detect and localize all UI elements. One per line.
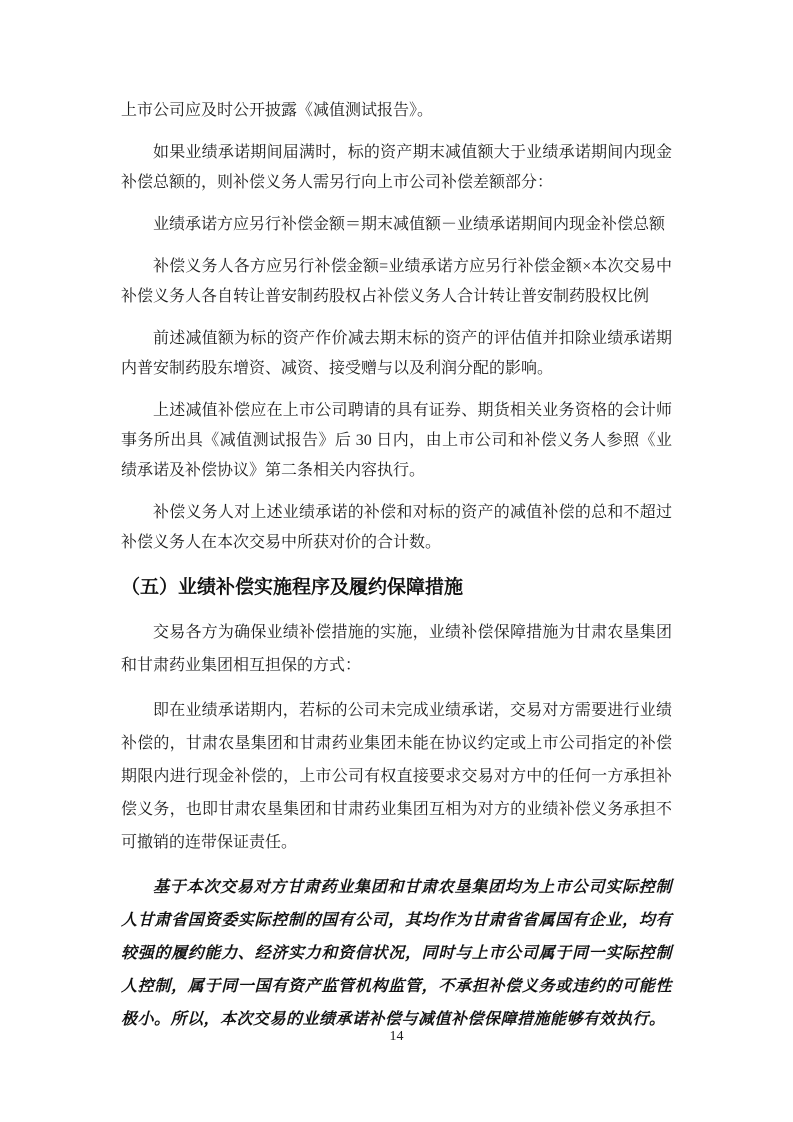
formula-additional-compensation-total: 业绩承诺方应另行补偿金额＝期末减值额－业绩承诺期间内现金补偿总额 [153,216,666,233]
page-number: 14 [389,1029,404,1044]
para-mutual-guarantee-details: 即在业绩承诺期内，若标的公司未完成业绩承诺，交易对方需要进行业绩补偿的，甘肃农垦集团和甘肃药业集团未能在协议约定或上市公司指定的补偿期限内进行现金补偿的，上市公司有权直接要求交易对方中的任何一方承担补偿义务，也即甘肃农垦集团和甘肃药业集团互相为对方的业绩补偿义务承担不可撤销的连带保证责任。 [121,702,672,851]
formula-obligor-share-compensation: 补偿义务人各方应另行补偿金额=业绩承诺方应另行补偿金额×本次交易中补偿义务人各自转让普安制药股权占补偿义务人合计转让普安制药股权比例 [121,258,672,305]
para-guarantee-arrangement: 交易各方为确保业绩补偿措施的实施，业绩补偿保障措施为甘肃农垦集团和甘肃药业集团相互担保的方式： [121,624,672,674]
section-heading: （五）业绩补偿实施程序及履约保障措施 [121,577,464,598]
para-impairment-exceeds-cash-compensation: 如果业绩承诺期间届满时，标的资产期末减值额大于业绩承诺期间内现金补偿总额的，则补偿义务人需另行向上市公司补偿差额部分： [121,144,672,191]
para-impairment-compensation-execution: 上述减值补偿应在上市公司聘请的具有证券、期货相关业务资格的会计师事务所出具《减值测试报告》后 30 日内，由上市公司和补偿义务人参照《业绩承诺及补偿协议》第二条相关内容执行。 [121,402,672,479]
para-bold-conclusion: 基于本次交易对方甘肃药业集团和甘肃农垦集团均为上市公司实际控制人甘肃省国资委实际控制的国有公司，其均作为甘肃省省属国有企业，均有较强的履约能力、经济实力和资信状况，同时与上市公司属于同一实际控制人控制，属于同一国有资产监管机构监管，不承担补偿义务或违约的可能性极小。所以，本次交易的业绩承诺补偿与减值补偿保障措施能够有效执行。 [121,879,672,1028]
para-compensation-cap: 补偿义务人对上述业绩承诺的补偿和对标的资产的减值补偿的总和不超过补偿义务人在本次交易中所获对价的合计数。 [121,504,672,551]
para-impairment-amount-definition: 前述减值额为标的资产作价减去期末标的资产的评估值并扣除业绩承诺期内普安制药股东增资、减资、接受赠与以及利润分配的影响。 [121,330,672,377]
para-disclosure-impairment-report: 上市公司应及时公开披露《减值测试报告》。 [121,102,434,119]
